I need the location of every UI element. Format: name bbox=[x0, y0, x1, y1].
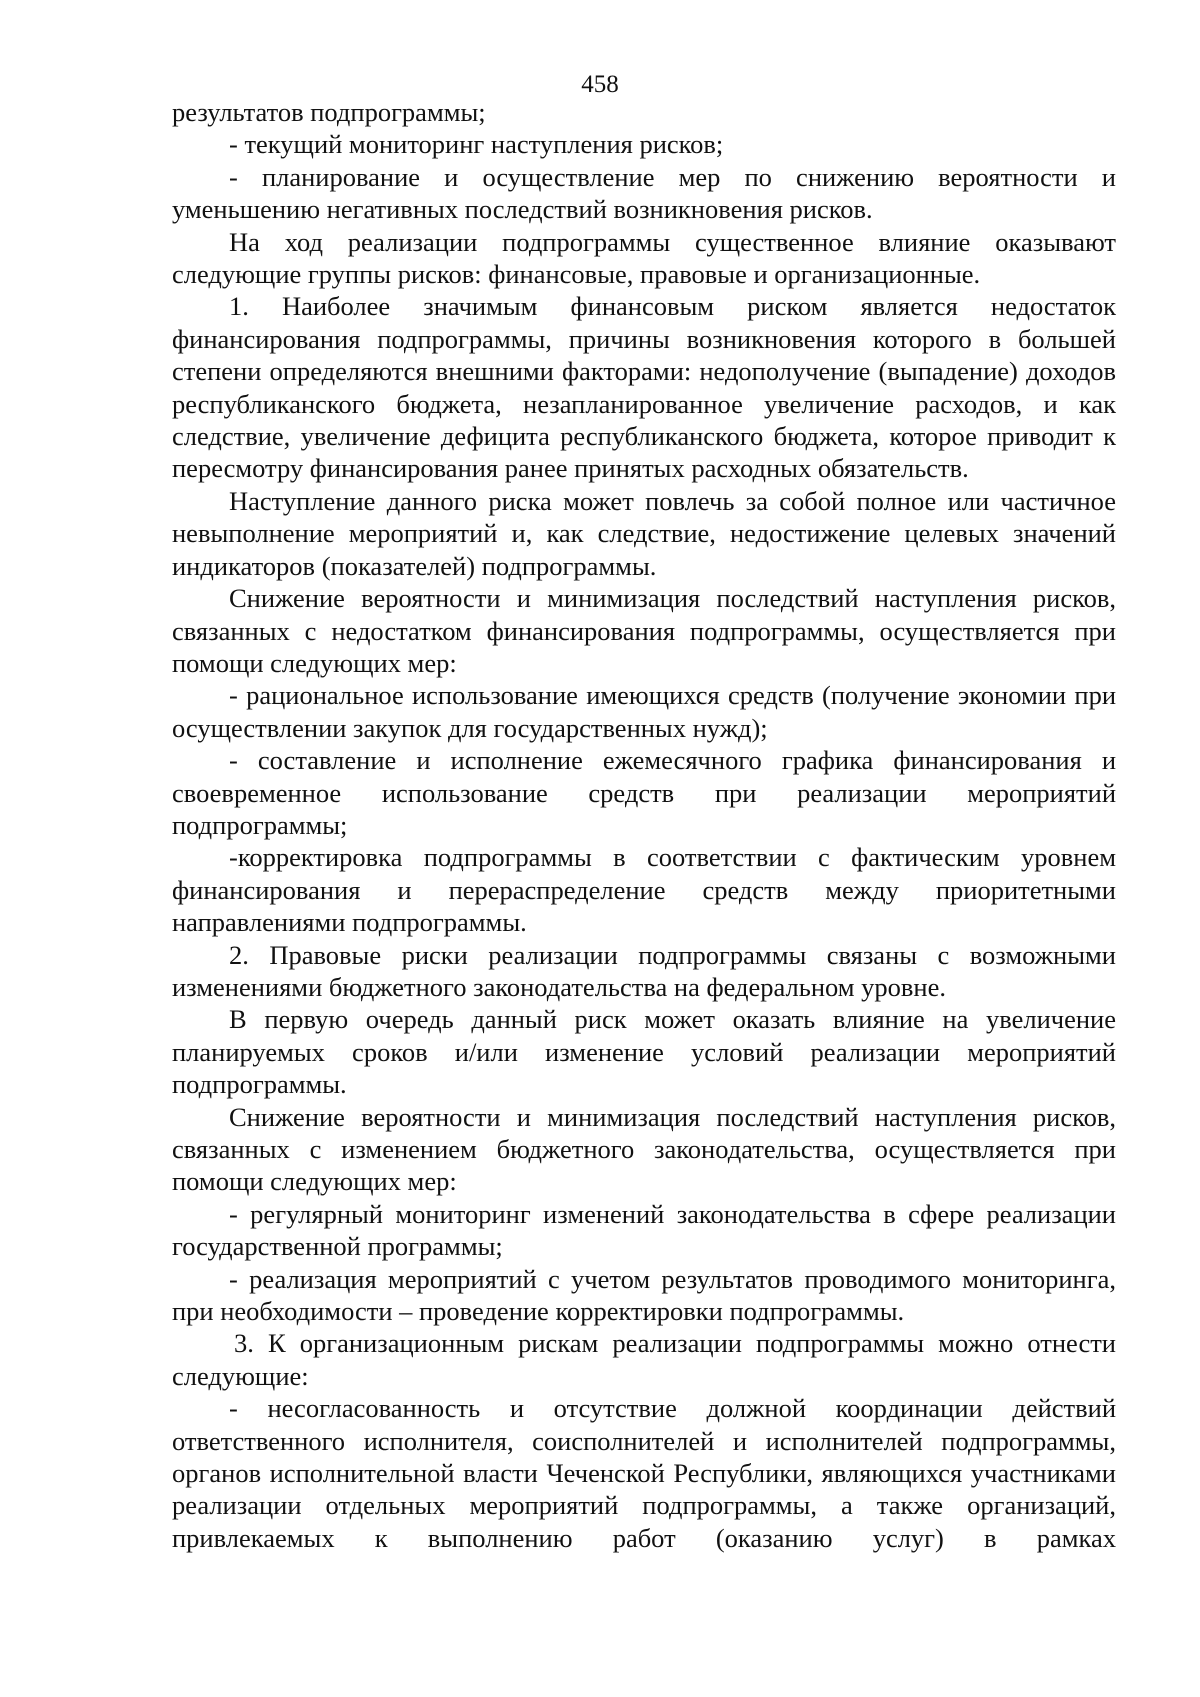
paragraph-risk-consequences: Наступление данного риска может повлечь за собой полное или частичное невыполнение мероприятий и, как следствие, недостижение целевых значений индикаторов (показателей) подпрограммы. bbox=[172, 485, 1116, 581]
paragraph-financial-risk: 1. Наиболее значимым финансовым риском является недостаток финансирования подпрограммы, причины возникновения которого в большей степени определяются внешними факторами: недополучение (выпадение) доходов республиканского бюджета, незапланированное увеличение расходов, и как следствие, увеличение дефицита республиканского бюджета, которое приводит к пересмотру финансирования ранее принятых расходных обязательств. bbox=[172, 291, 1116, 484]
list-item-adjustment: -корректировка подпрограммы в соответствии с фактическим уровнем финансирования и перераспределение средств между приоритетными направлениями подпрограммы. bbox=[172, 842, 1116, 938]
list-item-coordination: - несогласованность и отсутствие должной координации действий ответственного исполнителя, соисполнителей и исполнителей подпрограммы, органов исполнительной власти Чеченской Республики, являющихся участниками реализации отдельных мероприятий подпрограммы, а также организаций, привлекаемых к выполнению работ (оказанию услуг) в рамках bbox=[172, 1393, 1116, 1553]
paragraph-legal-risks: 2. Правовые риски реализации подпрограммы связаны с возможными изменениями бюджетного законодательства на федеральном уровне. bbox=[172, 939, 1116, 1002]
list-item-planning-measures: - планирование и осуществление мер по снижению вероятности и уменьшению негативных последствий возникновения рисков. bbox=[172, 161, 1116, 225]
paragraph-legal-impact: В первую очередь данный риск может оказать влияние на увеличение планируемых сроков и/или изменение условий реализации мероприятий подпрограммы. bbox=[172, 1004, 1116, 1100]
paragraph-risk-groups: На ход реализации подпрограммы существенное влияние оказывают следующие группы рисков: финансовые, правовые и организационные. bbox=[172, 226, 1116, 290]
list-item-regular-monitoring: - регулярный мониторинг изменений законодательства в сфере реализации государственной программы; bbox=[172, 1198, 1116, 1262]
paragraph-organizational-risks: 3. К организационным рискам реализации подпрограммы можно отнести следующие: bbox=[172, 1328, 1116, 1391]
list-item-implementation: - реализация мероприятий с учетом результатов проводимого мониторинга, при необходимости – проведение корректировки подпрограммы. bbox=[172, 1263, 1116, 1327]
paragraph-continuation: результатов подпрограммы; bbox=[172, 97, 486, 127]
paragraph-financial-mitigation: Снижение вероятности и минимизация последствий наступления рисков, связанных с недостатком финансирования подпрограммы, осуществляется при помощи следующих мер: bbox=[172, 583, 1116, 678]
body-text bbox=[172, 96, 1116, 1554]
paragraph-legal-mitigation: Снижение вероятности и минимизация последствий наступления рисков, связанных с изменением бюджетного законодательства, осуществляется при помощи следующих мер: bbox=[172, 1101, 1116, 1197]
list-item-monthly-schedule: - составление и исполнение ежемесячного графика финансирования и своевременное использование средств при реализации мероприятий подпрограммы; bbox=[172, 745, 1116, 840]
list-item-rational-use: - рациональное использование имеющихся средств (получение экономии при осуществлении закупок для государственных нужд); bbox=[172, 680, 1116, 743]
list-item-current-monitoring: - текущий мониторинг наступления рисков; bbox=[229, 129, 724, 160]
page-number: 458 bbox=[581, 71, 619, 98]
